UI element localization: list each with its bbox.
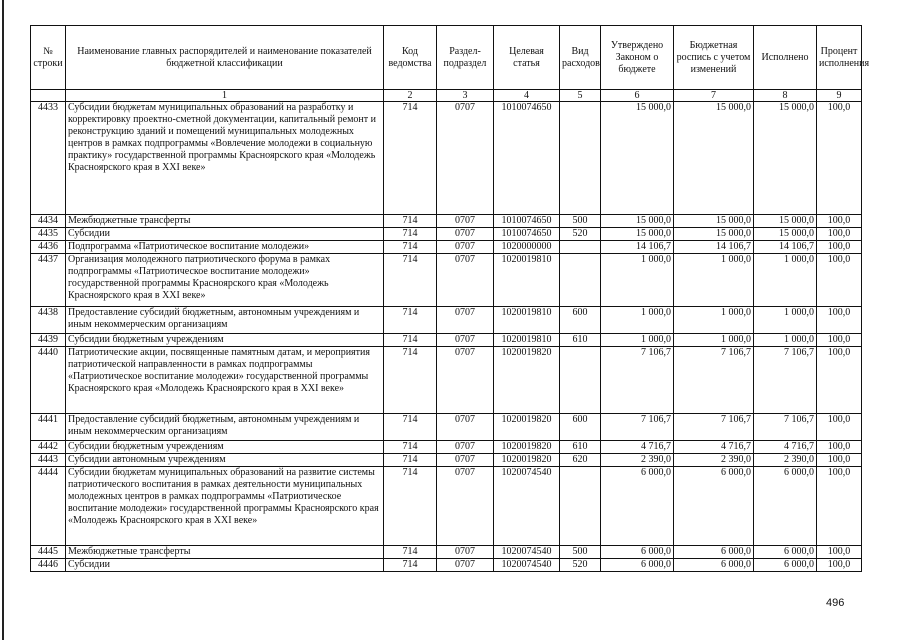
row-number: 4433 xyxy=(31,102,66,215)
row-name: Организация молодежного патриотического форума в рамках подпрограммы «Патриотическое воспитание молодежи» государственной программы Красноярского края «Молодежь Красноярского края в XXI веке» xyxy=(66,254,384,307)
row-section: 0707 xyxy=(437,347,494,414)
row-dept-code: 714 xyxy=(384,215,437,228)
row-dept-code: 714 xyxy=(384,546,437,559)
row-name: Межбюджетные трансферты xyxy=(66,215,384,228)
row-executed: 6 000,0 xyxy=(754,467,817,546)
row-executed: 4 716,7 xyxy=(754,441,817,454)
header-approved: Утверждено Законом о бюджете xyxy=(601,26,674,90)
table-row xyxy=(31,241,862,254)
row-expense-type: 620 xyxy=(560,454,601,467)
row-section: 0707 xyxy=(437,546,494,559)
row-name: Субсидии xyxy=(66,228,384,241)
row-approved: 4 716,7 xyxy=(601,441,674,454)
table-row xyxy=(31,102,862,215)
row-approved: 2 390,0 xyxy=(601,454,674,467)
column-number: 6 xyxy=(601,90,674,102)
table-row xyxy=(31,454,862,467)
row-executed: 1 000,0 xyxy=(754,307,817,334)
row-target: 1020019810 xyxy=(494,307,560,334)
row-budget: 4 716,7 xyxy=(674,441,754,454)
header-executed: Исполнено xyxy=(754,26,817,90)
row-expense-type xyxy=(560,347,601,414)
row-budget: 6 000,0 xyxy=(674,559,754,572)
column-number: 4 xyxy=(494,90,560,102)
row-target: 1020019820 xyxy=(494,441,560,454)
table-row xyxy=(31,347,862,414)
row-name: Субсидии бюджетным учреждениям xyxy=(66,334,384,347)
row-executed: 1 000,0 xyxy=(754,254,817,307)
row-percent: 100,0 xyxy=(817,454,862,467)
table-row xyxy=(31,546,862,559)
row-number: 4441 xyxy=(31,414,66,441)
column-number: 8 xyxy=(754,90,817,102)
row-executed: 2 390,0 xyxy=(754,454,817,467)
row-executed: 14 106,7 xyxy=(754,241,817,254)
row-executed: 15 000,0 xyxy=(754,228,817,241)
row-approved: 15 000,0 xyxy=(601,102,674,215)
row-budget: 2 390,0 xyxy=(674,454,754,467)
row-target: 1020019820 xyxy=(494,454,560,467)
table-row xyxy=(31,254,862,307)
row-target: 1020074540 xyxy=(494,546,560,559)
row-expense-type: 520 xyxy=(560,559,601,572)
row-budget: 6 000,0 xyxy=(674,467,754,546)
row-budget: 1 000,0 xyxy=(674,307,754,334)
row-approved: 6 000,0 xyxy=(601,546,674,559)
row-approved: 1 000,0 xyxy=(601,307,674,334)
row-section: 0707 xyxy=(437,559,494,572)
row-target: 1010074650 xyxy=(494,102,560,215)
row-expense-type: 520 xyxy=(560,228,601,241)
row-target: 1010074650 xyxy=(494,215,560,228)
row-approved: 6 000,0 xyxy=(601,467,674,546)
header-section: Раздел-подраздел xyxy=(437,26,494,90)
header-target: Целевая статья xyxy=(494,26,560,90)
row-dept-code: 714 xyxy=(384,454,437,467)
row-dept-code: 714 xyxy=(384,414,437,441)
row-number: 4443 xyxy=(31,454,66,467)
row-name: Субсидии бюджетам муниципальных образований на разработку и корректировку проектно-сметной документации, капитальный ремонт и реконструкцию зданий и помещений муниципальных молодежных центров в рамках подпрограммы «Вовлечение молодежи в социальную практику» государственной программы Красноярского края «Молодежь Красноярского края в XXI веке» xyxy=(66,102,384,215)
row-expense-type xyxy=(560,241,601,254)
row-section: 0707 xyxy=(437,441,494,454)
row-approved: 6 000,0 xyxy=(601,559,674,572)
row-dept-code: 714 xyxy=(384,254,437,307)
budget-table xyxy=(30,25,870,572)
row-number: 4438 xyxy=(31,307,66,334)
row-approved: 7 106,7 xyxy=(601,414,674,441)
row-number: 4444 xyxy=(31,467,66,546)
table-row xyxy=(31,215,862,228)
row-target: 1010074650 xyxy=(494,228,560,241)
row-percent: 100,0 xyxy=(817,347,862,414)
header-row-number: № строки xyxy=(31,26,66,90)
row-executed: 15 000,0 xyxy=(754,102,817,215)
row-dept-code: 714 xyxy=(384,334,437,347)
row-name: Предоставление субсидий бюджетным, автономным учреждениям и иным некоммерческим организациям xyxy=(66,414,384,441)
row-name: Субсидии xyxy=(66,559,384,572)
row-percent: 100,0 xyxy=(817,241,862,254)
column-number: 5 xyxy=(560,90,601,102)
row-percent: 100,0 xyxy=(817,334,862,347)
row-dept-code: 714 xyxy=(384,347,437,414)
row-number: 4446 xyxy=(31,559,66,572)
row-budget: 1 000,0 xyxy=(674,334,754,347)
row-number: 4440 xyxy=(31,347,66,414)
row-dept-code: 714 xyxy=(384,102,437,215)
row-percent: 100,0 xyxy=(817,254,862,307)
row-number: 4442 xyxy=(31,441,66,454)
row-target: 1020074540 xyxy=(494,467,560,546)
column-number-row xyxy=(31,90,862,102)
row-budget: 14 106,7 xyxy=(674,241,754,254)
table-row xyxy=(31,334,862,347)
header-budget-list: Бюджетная роспись с учетом изменений xyxy=(674,26,754,90)
row-percent: 100,0 xyxy=(817,467,862,546)
row-budget: 15 000,0 xyxy=(674,102,754,215)
row-expense-type: 600 xyxy=(560,307,601,334)
row-expense-type xyxy=(560,467,601,546)
row-section: 0707 xyxy=(437,307,494,334)
row-percent: 100,0 xyxy=(817,228,862,241)
row-percent: 100,0 xyxy=(817,307,862,334)
table-row xyxy=(31,414,862,441)
row-expense-type xyxy=(560,102,601,215)
row-budget: 7 106,7 xyxy=(674,347,754,414)
row-executed: 6 000,0 xyxy=(754,559,817,572)
row-budget: 15 000,0 xyxy=(674,215,754,228)
row-dept-code: 714 xyxy=(384,467,437,546)
row-expense-type: 500 xyxy=(560,215,601,228)
column-number: 2 xyxy=(384,90,437,102)
row-number: 4445 xyxy=(31,546,66,559)
row-target: 1020019820 xyxy=(494,414,560,441)
row-dept-code: 714 xyxy=(384,307,437,334)
row-approved: 14 106,7 xyxy=(601,241,674,254)
row-section: 0707 xyxy=(437,102,494,215)
row-number: 4435 xyxy=(31,228,66,241)
row-approved: 1 000,0 xyxy=(601,254,674,307)
row-percent: 100,0 xyxy=(817,441,862,454)
row-target: 1020019820 xyxy=(494,347,560,414)
row-percent: 100,0 xyxy=(817,559,862,572)
column-number: 3 xyxy=(437,90,494,102)
column-number: 1 xyxy=(66,90,384,102)
row-dept-code: 714 xyxy=(384,228,437,241)
row-name: Субсидии бюджетным учреждениям xyxy=(66,441,384,454)
column-number-blank xyxy=(31,90,66,102)
row-executed: 7 106,7 xyxy=(754,347,817,414)
header-dept-code: Код ведомства xyxy=(384,26,437,90)
table-row xyxy=(31,228,862,241)
header-name: Наименование главных распорядителей и наименование показателей бюджетной классификации xyxy=(66,26,384,90)
row-number: 4434 xyxy=(31,215,66,228)
row-section: 0707 xyxy=(437,454,494,467)
row-budget: 6 000,0 xyxy=(674,546,754,559)
row-approved: 1 000,0 xyxy=(601,334,674,347)
row-budget: 15 000,0 xyxy=(674,228,754,241)
row-approved: 15 000,0 xyxy=(601,215,674,228)
row-expense-type: 600 xyxy=(560,414,601,441)
row-executed: 1 000,0 xyxy=(754,334,817,347)
row-section: 0707 xyxy=(437,414,494,441)
table-row xyxy=(31,441,862,454)
header-percent: Процент исполнения xyxy=(817,26,862,90)
column-number: 7 xyxy=(674,90,754,102)
row-expense-type xyxy=(560,254,601,307)
row-number: 4437 xyxy=(31,254,66,307)
row-name: Подпрограмма «Патриотическое воспитание молодежи» xyxy=(66,241,384,254)
row-name: Предоставление субсидий бюджетным, автономным учреждениям и иным некоммерческим организациям xyxy=(66,307,384,334)
row-section: 0707 xyxy=(437,241,494,254)
row-target: 1020019810 xyxy=(494,254,560,307)
row-budget: 7 106,7 xyxy=(674,414,754,441)
row-expense-type: 500 xyxy=(560,546,601,559)
row-percent: 100,0 xyxy=(817,102,862,215)
header-row xyxy=(31,26,862,90)
row-target: 1020074540 xyxy=(494,559,560,572)
left-margin-rule xyxy=(2,0,4,640)
row-budget: 1 000,0 xyxy=(674,254,754,307)
row-approved: 7 106,7 xyxy=(601,347,674,414)
row-number: 4436 xyxy=(31,241,66,254)
row-name: Межбюджетные трансферты xyxy=(66,546,384,559)
row-name: Субсидии автономным учреждениям xyxy=(66,454,384,467)
row-number: 4439 xyxy=(31,334,66,347)
row-executed: 15 000,0 xyxy=(754,215,817,228)
row-executed: 7 106,7 xyxy=(754,414,817,441)
row-section: 0707 xyxy=(437,334,494,347)
row-percent: 100,0 xyxy=(817,546,862,559)
row-expense-type: 610 xyxy=(560,334,601,347)
page-number: 496 xyxy=(826,597,845,609)
row-dept-code: 714 xyxy=(384,241,437,254)
table-row xyxy=(31,559,862,572)
row-section: 0707 xyxy=(437,215,494,228)
row-section: 0707 xyxy=(437,467,494,546)
row-section: 0707 xyxy=(437,254,494,307)
row-dept-code: 714 xyxy=(384,441,437,454)
row-percent: 100,0 xyxy=(817,414,862,441)
row-executed: 6 000,0 xyxy=(754,546,817,559)
row-name: Субсидии бюджетам муниципальных образований на развитие системы патриотического воспитания в рамках деятельности муниципальных молодежных центров в рамках подпрограммы «Патриотическое воспитание молодежи» государственной программы Красноярского края «Молодежь Красноярского края в XXI веке» xyxy=(66,467,384,546)
row-dept-code: 714 xyxy=(384,559,437,572)
row-percent: 100,0 xyxy=(817,215,862,228)
row-name: Патриотические акции, посвященные памятным датам, и мероприятия патриотической направленности в рамках подпрограммы «Патриотическое воспитание молодежи» государственной программы Красноярского края «Молодежь Красноярского края в XXI веке» xyxy=(66,347,384,414)
row-section: 0707 xyxy=(437,228,494,241)
header-expense-type: Вид расходов xyxy=(560,26,601,90)
row-approved: 15 000,0 xyxy=(601,228,674,241)
row-target: 1020019810 xyxy=(494,334,560,347)
table-row xyxy=(31,307,862,334)
row-target: 1020000000 xyxy=(494,241,560,254)
table-row xyxy=(31,467,862,546)
column-number: 9 xyxy=(817,90,862,102)
row-expense-type: 610 xyxy=(560,441,601,454)
